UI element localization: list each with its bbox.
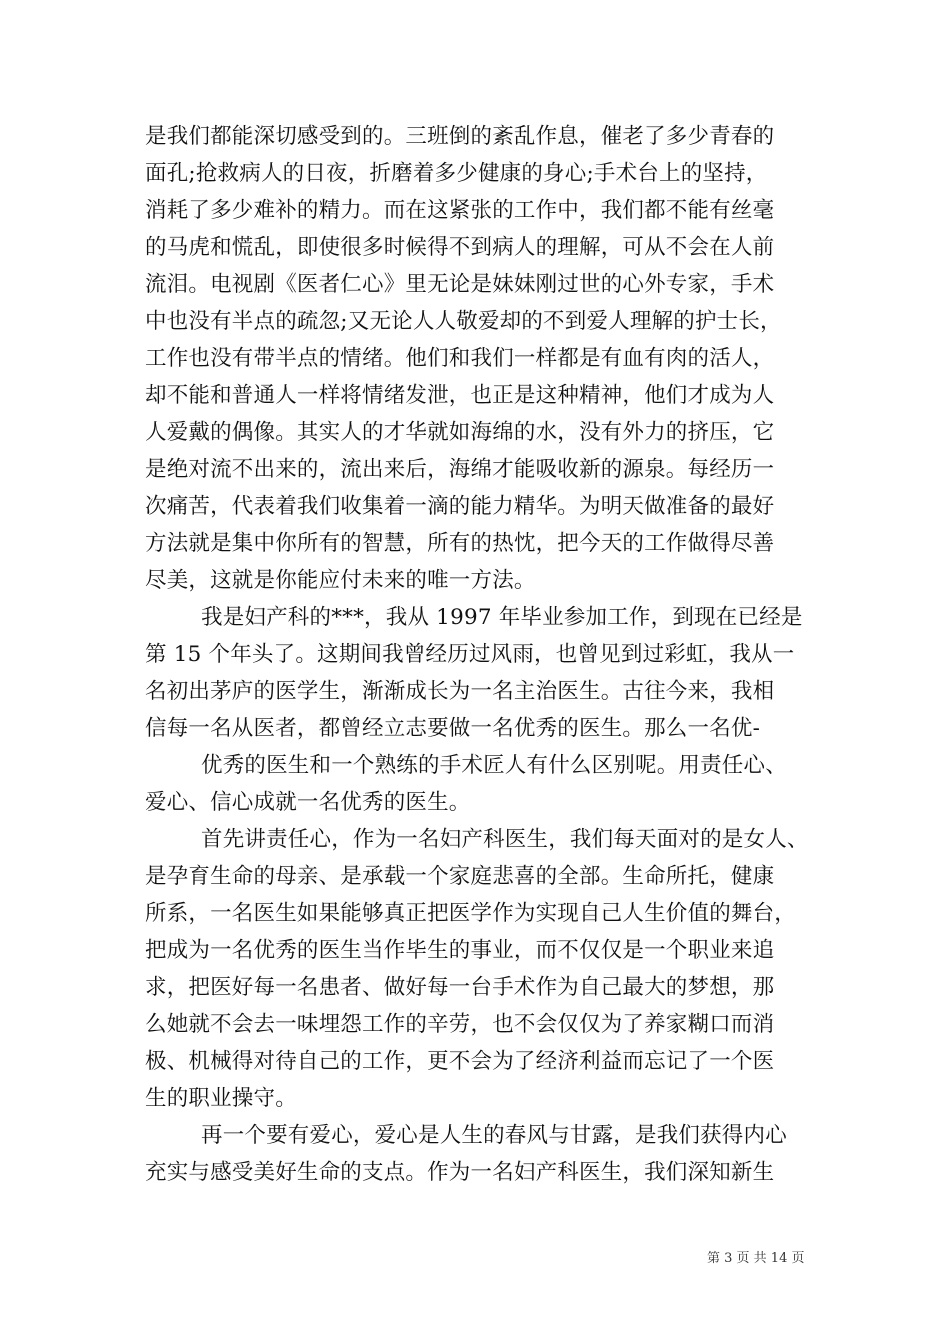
text-line: 是孕育生命的母亲、是承载一个家庭悲喜的全部。生命所托，健康	[145, 864, 775, 889]
text-line: 是我们都能深切感受到的。三班倒的紊乱作息，催老了多少青春的	[145, 124, 775, 149]
text-line: 所系，一名医生如果能够真正把医学作为实现自己人生价值的舞台，	[145, 901, 797, 926]
text-line: 爱心、信心成就一名优秀的医生。	[145, 790, 471, 815]
text-line: 求，把医好每一名患者、做好每一台手术作为自己最大的梦想，那	[145, 975, 775, 1000]
text-line: 么她就不会去一味埋怨工作的辛劳，也不会仅仅为了养家糊口而消	[145, 1012, 775, 1037]
text-line: 生的职业操守。	[145, 1086, 297, 1111]
text-line: 是绝对流不出来的，流出来后，海绵才能吸收新的源泉。每经历一	[145, 457, 775, 482]
text-line: 流泪。电视剧《医者仁心》里无论是妹妹刚过世的心外专家，手术	[145, 272, 775, 297]
paragraph-start-line: 再一个要有爱心，爱心是人生的春风与甘露，是我们获得内心	[201, 1123, 787, 1148]
text-line: 方法就是集中你所有的智慧，所有的热忱，把今天的工作做得尽善	[145, 531, 775, 556]
paragraph-start-line: 我是妇产科的***，我从 1997 年毕业参加工作，到现在已经是	[201, 605, 803, 630]
text-line: 却不能和普通人一样将情绪发泄，也正是这种精神，他们才成为人	[145, 383, 775, 408]
paragraph-start-line: 首先讲责任心，作为一名妇产科医生，我们每天面对的是女人、	[201, 827, 809, 852]
text-line: 极、机械得对待自己的工作，更不会为了经济利益而忘记了一个医	[145, 1049, 775, 1074]
page-number: 第 3 页 共 14 页	[707, 1251, 805, 1266]
text-line: 信每一名从医者，都曾经立志要做一名优秀的医生。那么一名优-	[145, 716, 761, 741]
text-line: 消耗了多少难补的精力。而在这紧张的工作中，我们都不能有丝毫	[145, 198, 775, 223]
text-line: 尽美，这就是你能应付未来的唯一方法。	[145, 568, 536, 593]
body-text	[145, 118, 810, 1191]
text-line: 工作也没有带半点的情绪。他们和我们一样都是有血有肉的活人，	[145, 346, 775, 371]
text-line: 充实与感受美好生命的支点。作为一名妇产科医生，我们深知新生	[145, 1160, 775, 1185]
text-line: 次痛苦，代表着我们收集着一滴的能力精华。为明天做准备的最好	[145, 494, 775, 519]
paragraph-start-line: 优秀的医生和一个熟练的手术匠人有什么区别呢。用责任心、	[201, 753, 787, 778]
text-line: 把成为一名优秀的医生当作毕生的事业，而不仅仅是一个职业来追	[145, 938, 775, 963]
text-line: 中也没有半点的疏忽;又无论人人敬爱却的不到爱人理解的护士长，	[145, 309, 782, 334]
text-line: 名初出茅庐的医学生，渐渐成长为一名主治医生。古往今来，我相	[145, 679, 775, 704]
text-line: 的马虎和慌乱，即使很多时候得不到病人的理解，可从不会在人前	[145, 235, 775, 260]
text-line: 人爱戴的偶像。其实人的才华就如海绵的水，没有外力的挤压，它	[145, 420, 775, 445]
text-line: 面孔;抢救病人的日夜，折磨着多少健康的身心;手术台上的坚持，	[145, 161, 768, 186]
text-line: 第 15 个年头了。这期间我曾经历过风雨，也曾见到过彩虹，我从一	[145, 642, 795, 667]
